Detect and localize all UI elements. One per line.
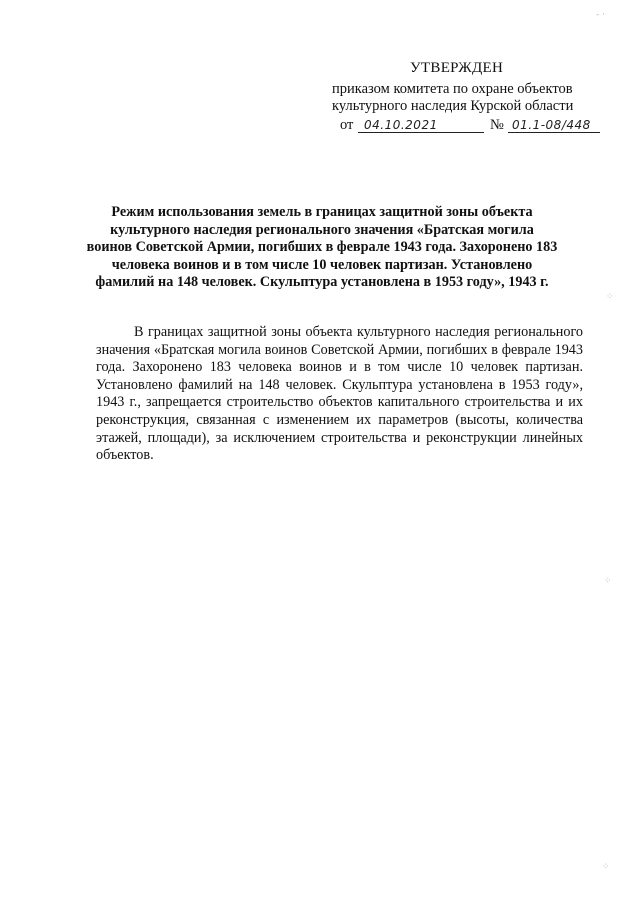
handwritten-number: 01.1-08/448 bbox=[512, 118, 591, 132]
approval-title: УТВЕРЖДЕН bbox=[410, 60, 504, 76]
approval-committee-line: культурного наследия Курской области bbox=[332, 98, 574, 114]
number-prefix: № bbox=[490, 117, 504, 133]
scan-artifact-mark: - · bbox=[596, 10, 605, 20]
scan-artifact-mark: ⁘ bbox=[606, 292, 614, 302]
approval-date-number-line bbox=[340, 117, 630, 137]
body-paragraph: В границах защитной зоны объекта культурного наследия регионального значения «Братская могила воинов Советской Армии, погибших в феврале 1943 года. Захоронено 183 человека воинов и в том числе 10 человек партизан. Установлено фамилий на 148 человек. Скульптура установлена в 1953 году», 1943 г., запрещается строительство объектов капитального строительства и их реконструкция, связанная с изменением их параметров (высоты, количества этажей, площади), за исключением строительства и реконструкции линейных объектов. bbox=[96, 324, 583, 464]
handwritten-date: 04.10.2021 bbox=[364, 118, 438, 132]
scan-artifact-mark: ⁘ bbox=[602, 862, 610, 872]
document-heading: Режим использования земель в границах защитной зоны объекта культурного наследия регионального значения «Братская могила воинов Советской Армии, погибших в феврале 1943 года. Захоронено 183 человека воинов и в том числе 10 человек партизан. Установлено фамилий на 148 человек. Скульптура установлена в 1953 году», 1943 г. bbox=[86, 204, 558, 291]
approval-order-line: приказом комитета по охране объектов bbox=[332, 81, 573, 97]
date-prefix: от bbox=[340, 117, 354, 133]
scan-artifact-mark: ⁘ bbox=[604, 576, 612, 586]
